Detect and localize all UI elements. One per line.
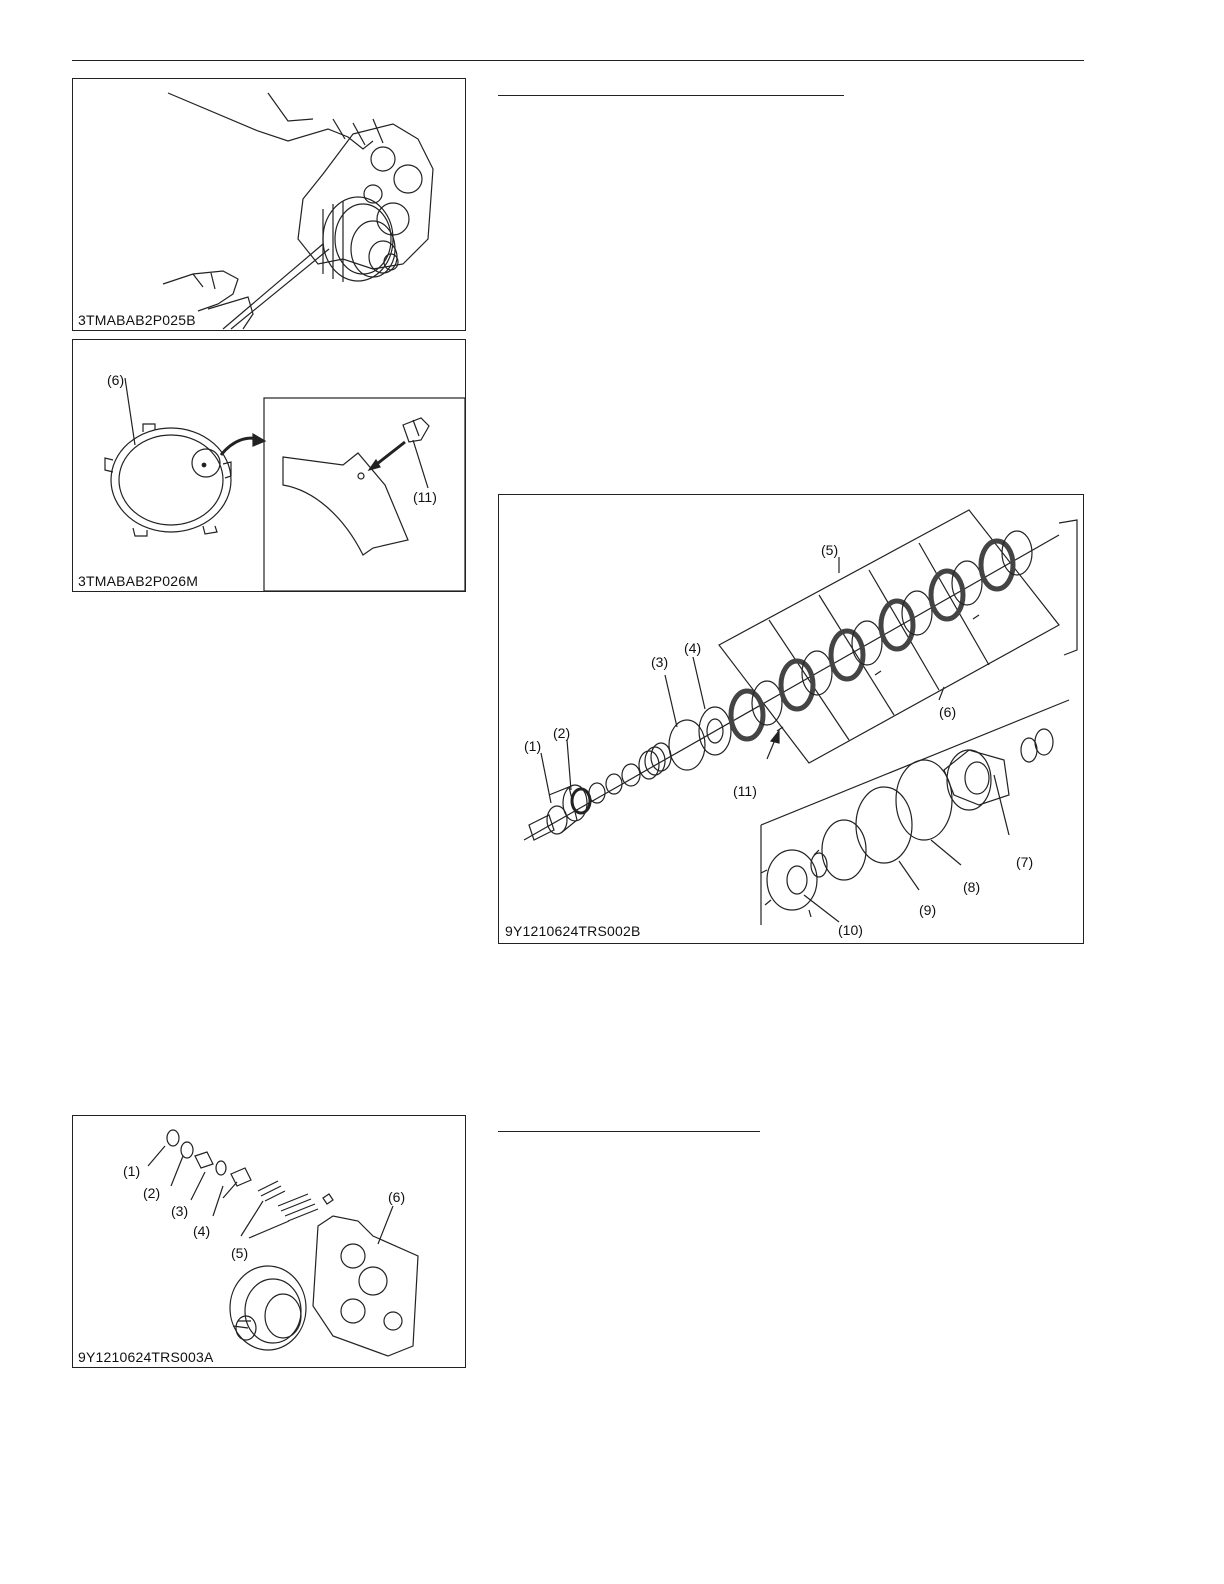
callout-4: (4) — [193, 1223, 211, 1239]
callout-7: (7) — [1016, 854, 1034, 870]
figure-disassembly-photo — [72, 78, 466, 331]
callout-8: (8) — [963, 879, 981, 895]
callout-2: (2) — [143, 1185, 161, 1201]
header-rule — [72, 60, 1084, 61]
section-heading-rule — [498, 95, 844, 96]
clutch-plate-icon — [73, 340, 465, 591]
housing-icon — [73, 1116, 465, 1367]
callout-11: (11) — [733, 783, 757, 799]
figure-id: 3TMABAB2P026M — [78, 573, 199, 589]
callout-5: (5) — [231, 1245, 249, 1261]
callout-3: (3) — [171, 1203, 189, 1219]
section-heading-rule — [498, 1131, 760, 1132]
clutch-pack-icon — [499, 495, 1083, 943]
callout-6: (6) — [939, 704, 957, 720]
callout-11: (11) — [413, 489, 437, 505]
callout-1: (1) — [524, 738, 542, 754]
callout-2: (2) — [553, 725, 571, 741]
figure-valve-exploded — [72, 1115, 466, 1368]
figure-clutch-exploded — [498, 494, 1084, 944]
callout-1: (1) — [123, 1163, 141, 1179]
callout-4: (4) — [684, 640, 702, 656]
callout-6: (6) — [388, 1189, 406, 1205]
callout-9: (9) — [919, 902, 937, 918]
figure-clutch-plate-pin — [72, 339, 466, 592]
callout-5: (5) — [821, 542, 839, 558]
callout-10: (10) — [838, 922, 863, 938]
figure-id: 9Y1210624TRS003A — [78, 1349, 214, 1365]
callout-6: (6) — [107, 372, 125, 388]
figure-id: 9Y1210624TRS002B — [505, 923, 641, 939]
figure-id: 3TMABAB2P025B — [78, 312, 196, 328]
hand-icon — [73, 79, 465, 330]
callout-3: (3) — [651, 654, 669, 670]
